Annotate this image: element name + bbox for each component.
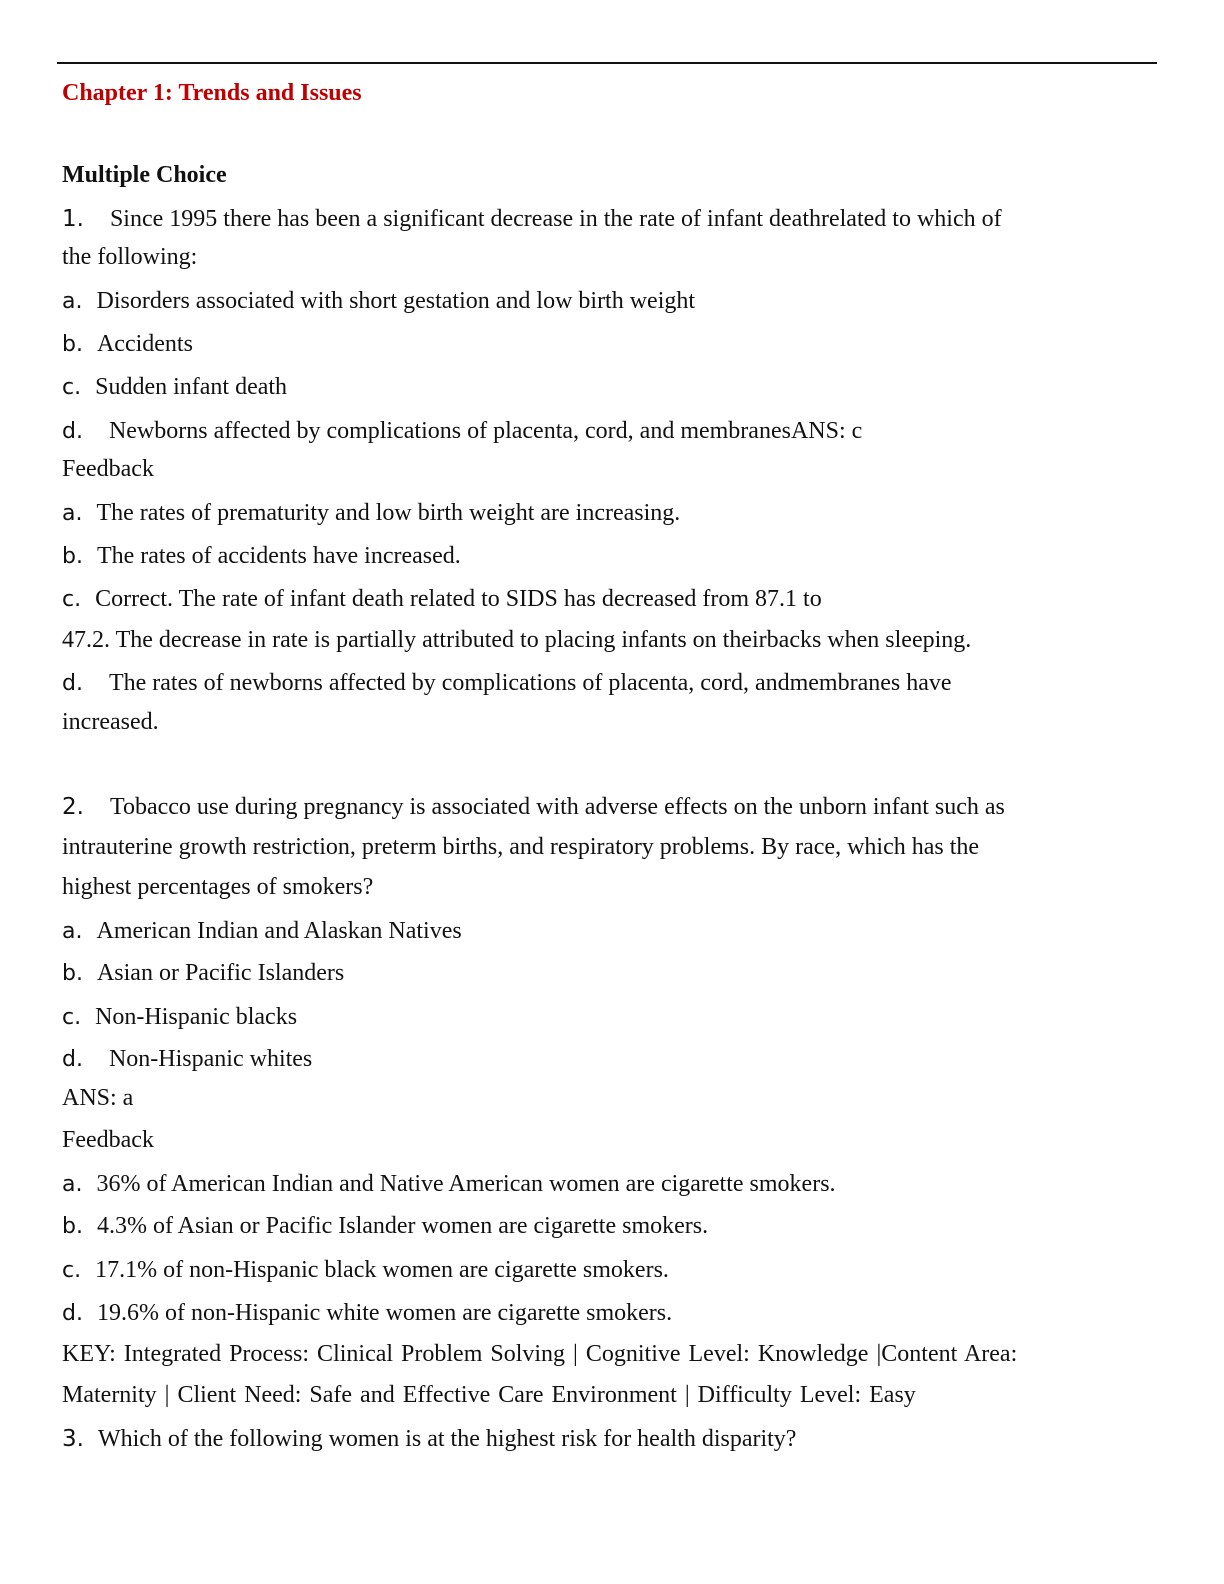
option-text: Non-Hispanic whites: [108, 1046, 313, 1072]
question-2-feedback-a: [62, 1169, 836, 1200]
option-marker: b.: [62, 332, 83, 357]
question-1-feedback-b: [62, 541, 461, 572]
question-2-number: 2.: [62, 794, 84, 820]
feedback-text: The rates of prematurity and low birth weight are increasing.: [96, 500, 681, 526]
question-2-answer: ANS: a: [62, 1085, 134, 1111]
option-marker: c.: [62, 375, 82, 400]
question-2-option-d: [62, 1044, 312, 1075]
question-3-stem-text: Which of the following women is at the highest risk for health disparity?: [97, 1426, 797, 1452]
question-1-feedback-a: [62, 498, 680, 529]
question-1-option-b: [62, 329, 193, 360]
question-1-feedback-label: Feedback: [62, 456, 154, 482]
option-text: Non-Hispanic blacks: [95, 1004, 298, 1030]
question-2-key-line-1: KEY: Integrated Process: Clinical Problem Solving | Cognitive Level: Knowledge |Content Area:: [62, 1341, 1018, 1367]
option-marker: c.: [62, 1005, 82, 1030]
feedback-text: 4.3% of Asian or Pacific Islander women are cigarette smokers.: [96, 1213, 709, 1239]
feedback-text: 17.1% of non-Hispanic black women are cigarette smokers.: [95, 1257, 669, 1283]
question-2-option-b: [62, 958, 344, 989]
feedback-marker: d.: [62, 671, 83, 696]
option-marker: a.: [62, 289, 83, 314]
question-1-stem-line-1: [62, 204, 1002, 234]
question-2-option-a: [62, 916, 462, 947]
top-horizontal-rule: [57, 62, 1157, 64]
feedback-text: The rates of accidents have increased.: [96, 543, 461, 569]
question-2-feedback-c: [62, 1255, 669, 1286]
feedback-marker: c.: [62, 1258, 82, 1283]
question-2-key-line-2: Maternity | Client Need: Safe and Effective Care Environment | Difficulty Level: Easy: [62, 1382, 916, 1408]
feedback-marker: b.: [62, 544, 83, 569]
question-2-stem-line-1: [62, 792, 1005, 822]
feedback-marker: a.: [62, 1172, 83, 1197]
option-text: Asian or Pacific Islanders: [96, 960, 345, 986]
question-1-stem-line-2: the following:: [62, 244, 198, 270]
option-text: American Indian and Alaskan Natives: [96, 918, 462, 944]
option-marker: d.: [62, 419, 83, 444]
question-2-feedback-d: [62, 1298, 672, 1329]
option-text: Disorders associated with short gestation and low birth weight: [96, 288, 696, 314]
question-2-feedback-b: [62, 1211, 708, 1242]
option-marker: a.: [62, 919, 83, 944]
question-1-option-c: [62, 372, 287, 403]
chapter-title: Chapter 1: Trends and Issues: [62, 80, 362, 106]
question-1-feedback-d-continued: increased.: [62, 709, 159, 735]
feedback-marker: d.: [62, 1301, 83, 1326]
question-2-stem-line-3: highest percentages of smokers?: [62, 874, 374, 900]
section-heading: Multiple Choice: [62, 162, 227, 188]
option-marker: d.: [62, 1047, 83, 1072]
question-3-number: 3.: [62, 1426, 84, 1452]
feedback-text: The rates of newborns affected by complications of placenta, cord, andmembranes have: [108, 670, 952, 696]
question-1-stem-text: Since 1995 there has been a significant decrease in the rate of infant deathrelated to which of: [109, 206, 1002, 232]
question-2-option-c: [62, 1002, 297, 1033]
option-marker: b.: [62, 961, 83, 986]
option-text: Accidents: [96, 331, 193, 357]
feedback-marker: a.: [62, 501, 83, 526]
question-1-option-d: [62, 416, 862, 447]
feedback-text: Correct. The rate of infant death related to SIDS has decreased from 87.1 to: [95, 586, 822, 612]
option-text: Sudden infant death: [95, 374, 288, 400]
question-1-feedback-d: [62, 668, 952, 699]
question-3-stem-line-1: [62, 1424, 796, 1454]
question-1-option-a: [62, 286, 695, 317]
question-2-feedback-label: Feedback: [62, 1127, 154, 1153]
question-1-number: 1.: [62, 206, 84, 232]
question-2-stem-text: Tobacco use during pregnancy is associated with adverse effects on the unborn infant such as: [109, 794, 1005, 820]
feedback-marker: b.: [62, 1214, 83, 1239]
question-1-feedback-c-continued: 47.2. The decrease in rate is partially attributed to placing infants on theirbacks when sleeping.: [62, 627, 972, 653]
question-2-stem-line-2: intrauterine growth restriction, preterm births, and respiratory problems. By race, which has the: [62, 834, 980, 860]
feedback-marker: c.: [62, 587, 82, 612]
feedback-text: 36% of American Indian and Native American women are cigarette smokers.: [96, 1171, 836, 1197]
feedback-text: 19.6% of non-Hispanic white women are cigarette smokers.: [96, 1300, 673, 1326]
option-text: Newborns affected by complications of placenta, cord, and membranesANS: c: [108, 418, 863, 444]
question-1-feedback-c: [62, 584, 822, 615]
